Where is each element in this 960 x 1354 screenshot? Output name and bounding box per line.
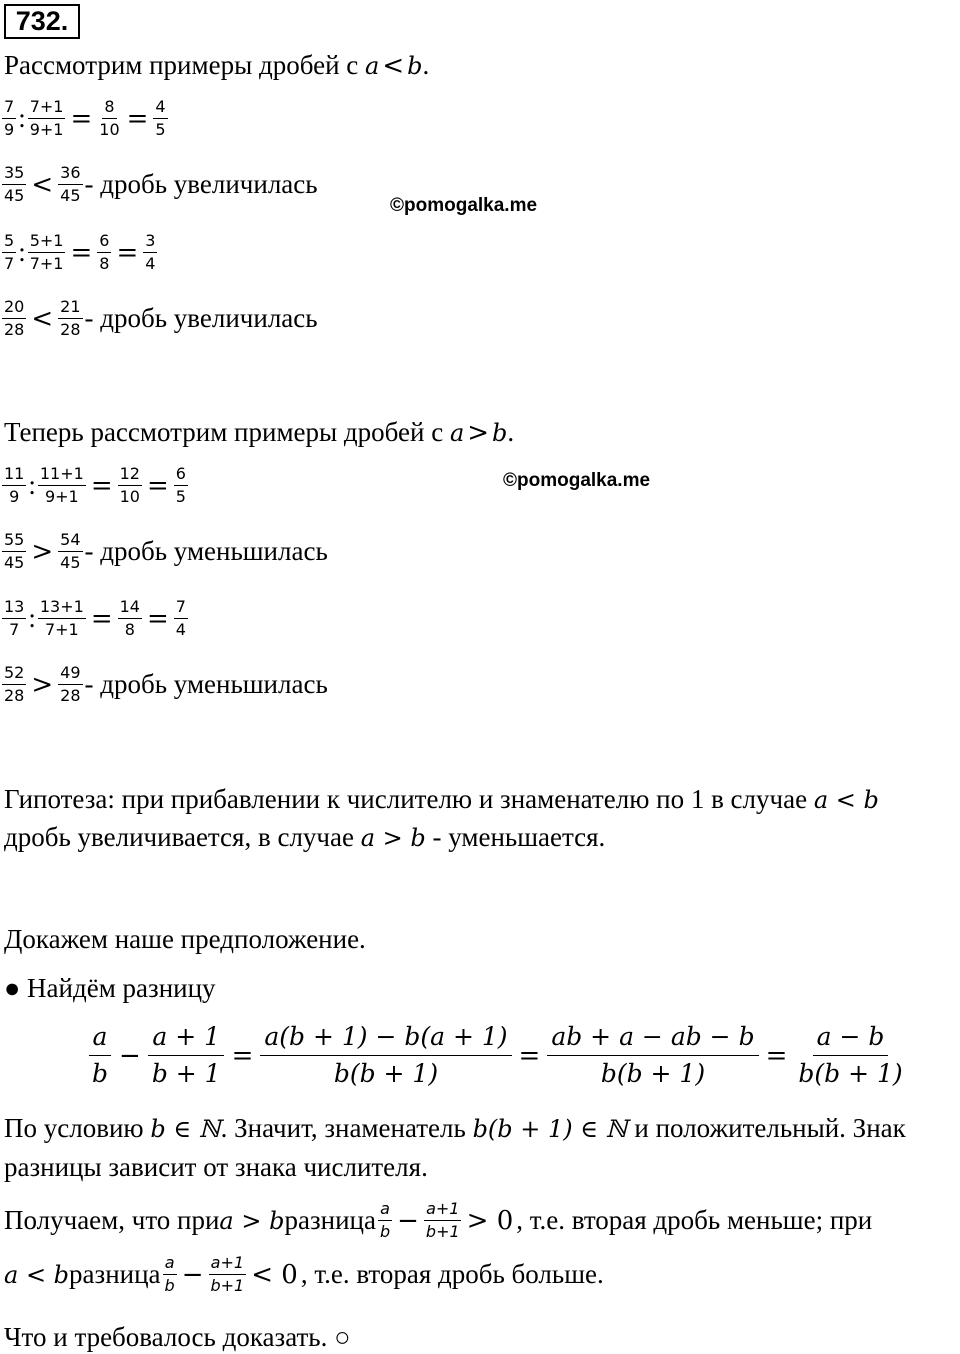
fraction: $\frac{6}{5}$ xyxy=(175,464,186,507)
fraction: $\frac{ab + a - ab - b}{b(b + 1)}$ xyxy=(547,1022,758,1089)
main-equation: $\frac{a}{b}$ − $\frac{a + 1}{b + 1}$ = $\frac{a(b + 1) - b(a + 1)}{b(b + 1)}$ = $\frac{ab + a - ab - b}{b(b + 1)}$ = $\frac{a - b}{b(b + 1)}$ xyxy=(84,1022,911,1089)
fraction: $\frac{a}{b}$ xyxy=(379,1199,391,1242)
result-line-2: a < b разница $\frac{a}{b}$ − $\frac{a+1}{b+1}$ < 0 , т.е. вторая дробь больше. xyxy=(4,1253,604,1296)
fraction: $\frac{11+1}{9+1}$ xyxy=(39,464,84,507)
op-greater: > xyxy=(467,418,490,448)
math-inline: b(b + 1) ∈ ℕ xyxy=(472,1115,628,1143)
example-more-2-calc: $\frac{13}{7}$ : $\frac{13+1}{7+1}$ = $\frac{14}{8}$ = $\frac{7}{4}$ xyxy=(4,597,186,640)
bullet-difference: ● Найдём разницу xyxy=(4,973,216,1003)
fraction: $\frac{7}{4}$ xyxy=(175,597,186,640)
fraction: $\frac{a(b + 1) - b(a + 1)}{b(b + 1)}$ xyxy=(260,1022,511,1089)
fraction: $\frac{8}{10}$ xyxy=(99,97,120,140)
example-less-1-calc: $\frac{7}{9}$ : $\frac{7+1}{9+1}$ = $\frac{8}{10}$ = $\frac{4}{5}$ xyxy=(4,97,166,140)
prove-statement: Докажем наше предположение. xyxy=(4,924,366,954)
math-inline: a < b xyxy=(4,1260,70,1289)
math-inline: a > b xyxy=(219,1206,285,1235)
op-less: < xyxy=(382,51,405,81)
fraction: $\frac{a}{b}$ xyxy=(88,1022,112,1089)
intro-less-text: Рассмотрим примеры дробей с xyxy=(4,50,366,80)
fraction: $\frac{20}{28}$ xyxy=(4,297,25,340)
result-text: - дробь увеличилась xyxy=(84,169,318,200)
hypothesis-line-2: дробь увеличивается, в случае a > b - уменьшается. xyxy=(4,822,606,852)
condition-line-1: По условию b ∈ ℕ. Значит, знаменатель b(b + 1) ∈ ℕ и положительный. Знак xyxy=(4,1113,906,1143)
fraction: $\frac{54}{45}$ xyxy=(60,530,81,573)
watermark: ©pomogalka.me xyxy=(390,195,538,216)
watermark: ©pomogalka.me xyxy=(503,470,651,491)
var-b: b xyxy=(407,52,423,80)
result-text: - дробь увеличилась xyxy=(84,303,318,334)
period: . xyxy=(422,50,430,80)
fraction: $\frac{55}{45}$ xyxy=(4,530,25,573)
fraction: $\frac{a}{b}$ xyxy=(164,1253,175,1296)
math-inline: a > b xyxy=(360,824,426,852)
fraction: $\frac{11}{9}$ xyxy=(4,464,25,507)
fraction: $\frac{14}{8}$ xyxy=(119,597,140,640)
fraction: $\frac{a+1}{b+1}$ xyxy=(425,1199,460,1242)
example-less-1-compare: $\frac{35}{45}$ < $\frac{36}{45}$ - дробь увеличилась xyxy=(4,163,318,206)
fraction: $\frac{7}{9}$ xyxy=(4,97,15,140)
qed-statement: Что и требовалось доказать. ○ xyxy=(4,1322,351,1352)
problem-number: 732. xyxy=(4,4,80,39)
intro-more-text: Теперь рассмотрим примеры дробей с xyxy=(4,417,450,447)
var-a: a xyxy=(449,419,465,447)
example-less-2-calc: $\frac{5}{7}$ : $\frac{5+1}{7+1}$ = $\frac{6}{8}$ = $\frac{3}{4}$ xyxy=(4,231,156,274)
var-a: a xyxy=(365,52,380,80)
period: . xyxy=(507,417,515,447)
fraction: $\frac{a - b}{b(b + 1)}$ xyxy=(798,1022,903,1088)
condition-line-2: разницы зависит от знака числителя. xyxy=(4,1152,428,1182)
fraction: $\frac{21}{28}$ xyxy=(60,297,81,340)
fraction: $\frac{52}{28}$ xyxy=(4,663,25,706)
fraction: $\frac{35}{45}$ xyxy=(4,163,25,206)
fraction: $\frac{13}{7}$ xyxy=(4,597,25,640)
result-text: - дробь уменьшилась xyxy=(84,669,328,700)
fraction: $\frac{5+1}{7+1}$ xyxy=(29,231,64,274)
fraction: $\frac{12}{10}$ xyxy=(119,464,140,507)
fraction: $\frac{a+1}{b+1}$ xyxy=(210,1253,245,1296)
fraction: $\frac{a + 1}{b + 1}$ xyxy=(148,1022,225,1089)
fraction: $\frac{4}{5}$ xyxy=(155,97,166,140)
result-text: - дробь уменьшилась xyxy=(84,536,328,567)
fraction: $\frac{5}{7}$ xyxy=(4,231,15,274)
example-more-1-calc: $\frac{11}{9}$ : $\frac{11+1}{9+1}$ = $\frac{12}{10}$ = $\frac{6}{5}$ xyxy=(4,464,186,507)
intro-less-line xyxy=(4,52,429,79)
fraction: $\frac{36}{45}$ xyxy=(60,163,81,206)
hypothesis-line-1: Гипотеза: при прибавлении к числителю и знаменателю по 1 в случае a < b xyxy=(4,784,879,814)
example-more-2-compare: $\frac{52}{28}$ > $\frac{49}{28}$ - дробь уменьшилась xyxy=(4,663,328,706)
fraction: $\frac{49}{28}$ xyxy=(60,663,81,706)
example-less-2-compare: $\frac{20}{28}$ < $\frac{21}{28}$ - дробь увеличилась xyxy=(4,297,318,340)
fraction: $\frac{3}{4}$ xyxy=(145,231,156,274)
example-more-1-compare: $\frac{55}{45}$ > $\frac{54}{45}$ - дробь уменьшилась xyxy=(4,530,328,573)
fraction: $\frac{13+1}{7+1}$ xyxy=(39,597,84,640)
fraction: $\frac{6}{8}$ xyxy=(99,231,110,274)
fraction: $\frac{7+1}{9+1}$ xyxy=(29,97,64,140)
math-inline: b ∈ ℕ xyxy=(150,1115,221,1143)
var-b: b xyxy=(492,419,508,447)
result-line-1: Получаем, что при a > b разница $\frac{a}{b}$ − $\frac{a+1}{b+1}$ > 0 , т.е. вторая дробь меньше; при xyxy=(4,1199,873,1242)
intro-more-line xyxy=(4,419,514,446)
math-inline: a < b xyxy=(813,786,879,814)
